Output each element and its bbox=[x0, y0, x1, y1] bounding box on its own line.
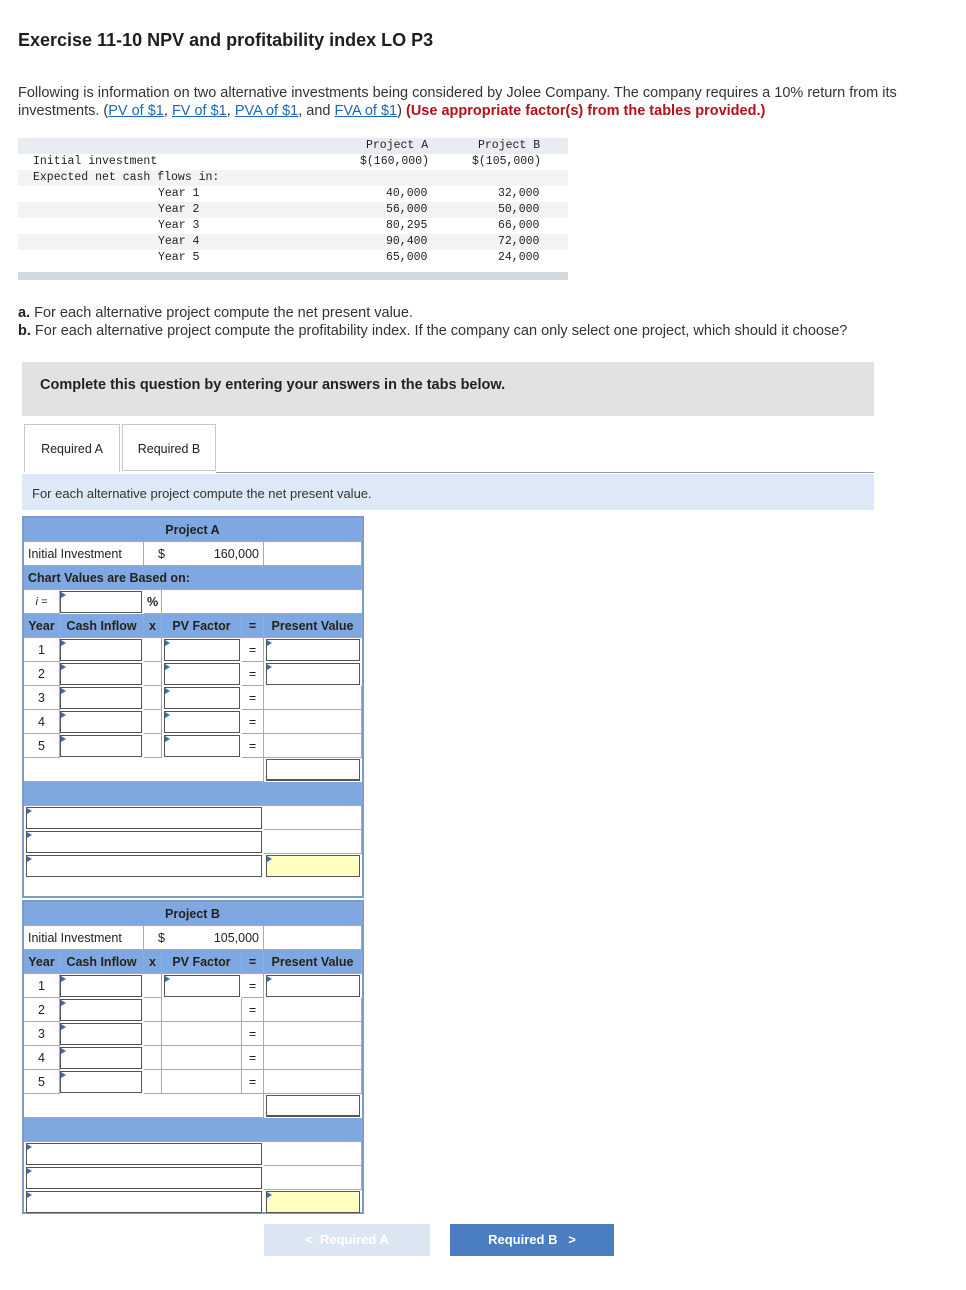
initial-investment-label: Initial Investment bbox=[24, 542, 144, 566]
year-a-value: 90,400 bbox=[386, 235, 428, 248]
page-title: Exercise 11-10 NPV and profitability index LO P3 bbox=[18, 30, 434, 50]
fva-table-link[interactable]: FVA of $1 bbox=[334, 103, 398, 119]
initial-b: $(105,000) bbox=[472, 155, 542, 168]
fv-table-link[interactable]: FV of $1 bbox=[171, 103, 227, 119]
year-b-value: 72,000 bbox=[498, 235, 540, 248]
next-required-b-button[interactable]: Required B > bbox=[450, 1224, 614, 1256]
tab-required-a[interactable]: Required A bbox=[24, 424, 120, 472]
npv-label-input[interactable] bbox=[26, 807, 262, 829]
chevron-right-icon: > bbox=[557, 1232, 576, 1247]
initial-investment-label: Initial investment bbox=[33, 155, 158, 168]
cash-inflow-input[interactable] bbox=[60, 1071, 142, 1093]
npv-a-input[interactable] bbox=[266, 855, 360, 877]
header-project-b: Project B bbox=[478, 139, 541, 152]
present-value-input[interactable] bbox=[266, 639, 360, 661]
year-label: Year 4 bbox=[158, 235, 200, 248]
chevron-left-icon: < bbox=[305, 1232, 320, 1247]
pv-factor-input[interactable] bbox=[164, 639, 240, 661]
pva-table-link[interactable]: PVA of $1 bbox=[234, 103, 299, 119]
cash-flows-label: Expected net cash flows in: bbox=[33, 171, 220, 184]
npv-label-input[interactable] bbox=[26, 831, 262, 853]
year-b-value: 66,000 bbox=[498, 219, 540, 232]
npv-label-input[interactable] bbox=[26, 1191, 262, 1213]
project-a-title: Project A bbox=[24, 518, 362, 542]
cash-inflow-input[interactable] bbox=[60, 639, 142, 661]
question-b: b. For each alternative project compute the profitability index. If the company can only select one project, which should it choose? bbox=[18, 323, 848, 339]
investment-info-table bbox=[18, 138, 568, 280]
complete-banner: Complete this question by entering your answers in the tabs below. bbox=[22, 362, 874, 416]
pv-factor-input[interactable] bbox=[164, 735, 240, 757]
header-project-a: Project A bbox=[366, 139, 429, 152]
intro-paragraph: Following is information on two alternative investments being considered by Jolee Company. The company requires a 10% return from its investments. (PV of $1, FV of $1, PVA of $1, and FVA of $1) (Use appropriate factor(s) from the tables provided.) bbox=[18, 85, 897, 119]
cash-inflow-input[interactable] bbox=[60, 687, 142, 709]
present-value-input[interactable] bbox=[266, 975, 360, 997]
year-b-value: 32,000 bbox=[498, 187, 540, 200]
project-b-worksheet: Project B Initial Investment $ 105,000 Year Cash Inflow x PV Factor = Present Value 1 = 2 = 3 = 4 = 5 = bbox=[22, 900, 364, 1214]
factor-instruction: (Use appropriate factor(s) from the tables provided.) bbox=[405, 103, 766, 119]
npv-b-input[interactable] bbox=[266, 1191, 360, 1213]
cash-inflow-input[interactable] bbox=[60, 711, 142, 733]
year-label: Year 1 bbox=[158, 187, 200, 200]
year-label: Year 3 bbox=[158, 219, 200, 232]
cash-inflow-input[interactable] bbox=[60, 1047, 142, 1069]
year-a-value: 65,000 bbox=[386, 251, 428, 264]
year-b-value: 24,000 bbox=[498, 251, 540, 264]
year-b-value: 50,000 bbox=[498, 203, 540, 216]
year-label: Year 5 bbox=[158, 251, 200, 264]
year-a-value: 56,000 bbox=[386, 203, 428, 216]
year-a-value: 40,000 bbox=[386, 187, 428, 200]
pv-factor-input[interactable] bbox=[164, 663, 240, 685]
npv-label-input[interactable] bbox=[26, 855, 262, 877]
pv-factor-input[interactable] bbox=[164, 687, 240, 709]
initial-investment-a-value: 160,000 bbox=[213, 547, 259, 561]
cash-inflow-input[interactable] bbox=[60, 1023, 142, 1045]
cash-inflow-input[interactable] bbox=[60, 975, 142, 997]
pv-table-link[interactable]: PV of $1 bbox=[108, 103, 164, 119]
pv-factor-input[interactable] bbox=[164, 711, 240, 733]
cash-inflow-input[interactable] bbox=[60, 663, 142, 685]
chart-values-label: Chart Values are Based on: bbox=[24, 566, 362, 590]
present-value-input[interactable] bbox=[266, 663, 360, 685]
total-present-value-input[interactable] bbox=[266, 759, 360, 781]
initial-investment-b-value: 105,000 bbox=[213, 931, 259, 945]
rate-input[interactable] bbox=[60, 591, 142, 613]
question-a: a. For each alternative project compute the net present value. bbox=[18, 305, 413, 321]
rate-label: i = bbox=[24, 590, 60, 614]
project-b-title: Project B bbox=[24, 902, 362, 926]
cash-inflow-input[interactable] bbox=[60, 999, 142, 1021]
npv-label-input[interactable] bbox=[26, 1143, 262, 1165]
tab-required-b[interactable]: Required B bbox=[122, 424, 216, 471]
question-list bbox=[18, 304, 847, 340]
total-present-value-input[interactable] bbox=[266, 1095, 360, 1117]
initial-a: $(160,000) bbox=[360, 155, 430, 168]
npv-label-input[interactable] bbox=[26, 1167, 262, 1189]
year-label: Year 2 bbox=[158, 203, 200, 216]
prev-required-a-button[interactable]: < Required A bbox=[264, 1224, 430, 1256]
cash-inflow-input[interactable] bbox=[60, 735, 142, 757]
pv-factor-input[interactable] bbox=[164, 975, 240, 997]
intro-text: Following is information on two alternative investments being considered by Jolee Company. The company requires a 10% return from its investments. ( bbox=[18, 85, 897, 119]
project-a-worksheet: Project A Initial Investment $ 160,000 Chart Values are Based on: i = % Year Cash Inflow x PV Factor = Present Value 1 = 2 = 3 = 4 = 5 = bbox=[22, 516, 364, 898]
year-a-value: 80,295 bbox=[386, 219, 428, 232]
instruction-banner: For each alternative project compute the net present value. bbox=[22, 474, 874, 510]
